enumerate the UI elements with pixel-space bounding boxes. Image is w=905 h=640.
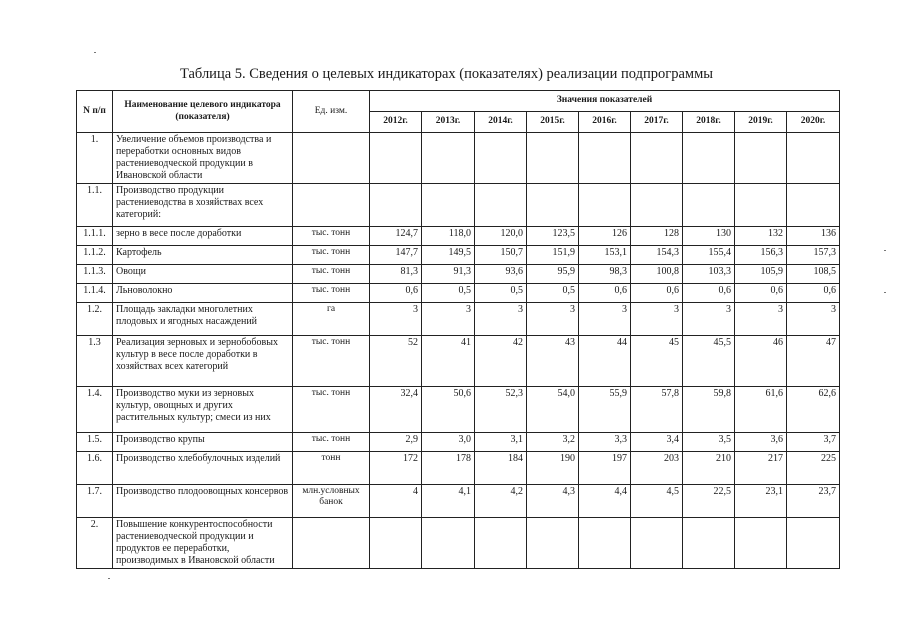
header-num: N п/п	[77, 91, 113, 133]
value-cell: 0,5	[422, 284, 475, 303]
value-cell	[422, 133, 475, 184]
value-cell: 45	[631, 336, 683, 387]
value-cell: 132	[735, 227, 787, 246]
value-cell	[579, 133, 631, 184]
value-cell: 172	[370, 452, 422, 485]
value-cell	[631, 184, 683, 227]
value-cell: 156,3	[735, 246, 787, 265]
value-cell: 54,0	[527, 387, 579, 433]
row-number: 1.	[77, 133, 113, 184]
header-values-group: Значения показателей	[370, 91, 840, 112]
unit-cell: тыс. тонн	[293, 284, 370, 303]
scan-speck	[884, 292, 886, 293]
value-cell	[735, 133, 787, 184]
indicator-name: Производство крупы	[113, 433, 293, 452]
value-cell: 81,3	[370, 265, 422, 284]
value-cell: 3	[735, 303, 787, 336]
indicator-name: Площадь закладки многолетних плодовых и ягодных насаждений	[113, 303, 293, 336]
row-number: 1.4.	[77, 387, 113, 433]
value-cell: 149,5	[422, 246, 475, 265]
table-row	[77, 246, 840, 265]
header-year: 2020г.	[787, 112, 840, 133]
table-title: Таблица 5. Сведения о целевых индикаторах (показателях) реализации подпрограммы	[180, 66, 713, 82]
value-cell	[787, 184, 840, 227]
value-cell: 47	[787, 336, 840, 387]
header-year: 2017г.	[631, 112, 683, 133]
value-cell: 217	[735, 452, 787, 485]
table-row	[77, 265, 840, 284]
header-year: 2013г.	[422, 112, 475, 133]
value-cell: 105,9	[735, 265, 787, 284]
value-cell: 3,0	[422, 433, 475, 452]
value-cell: 128	[631, 227, 683, 246]
row-number: 1.1.3.	[77, 265, 113, 284]
value-cell: 93,6	[475, 265, 527, 284]
value-cell: 225	[787, 452, 840, 485]
unit-cell	[293, 133, 370, 184]
value-cell: 3,7	[787, 433, 840, 452]
value-cell	[579, 184, 631, 227]
value-cell: 45,5	[683, 336, 735, 387]
value-cell: 0,5	[475, 284, 527, 303]
row-number: 1.5.	[77, 433, 113, 452]
table-row	[77, 452, 840, 485]
value-cell: 4,3	[527, 485, 579, 518]
value-cell: 120,0	[475, 227, 527, 246]
value-cell: 197	[579, 452, 631, 485]
row-number: 1.2.	[77, 303, 113, 336]
value-cell: 2,9	[370, 433, 422, 452]
value-cell: 62,6	[787, 387, 840, 433]
scan-speck	[108, 578, 110, 579]
value-cell: 151,9	[527, 246, 579, 265]
value-cell	[527, 133, 579, 184]
value-cell: 42	[475, 336, 527, 387]
value-cell: 108,5	[787, 265, 840, 284]
value-cell: 124,7	[370, 227, 422, 246]
value-cell: 44	[579, 336, 631, 387]
value-cell: 22,5	[683, 485, 735, 518]
value-cell: 0,6	[735, 284, 787, 303]
table-row	[77, 433, 840, 452]
value-cell	[527, 184, 579, 227]
value-cell: 4,5	[631, 485, 683, 518]
unit-cell: млн.условных банок	[293, 485, 370, 518]
value-cell	[787, 518, 840, 569]
value-cell: 46	[735, 336, 787, 387]
row-number: 1.1.	[77, 184, 113, 227]
table-row	[77, 303, 840, 336]
value-cell: 3	[422, 303, 475, 336]
value-cell: 41	[422, 336, 475, 387]
value-cell: 130	[683, 227, 735, 246]
scan-speck	[884, 250, 886, 251]
unit-cell: тыс. тонн	[293, 227, 370, 246]
value-cell: 52,3	[475, 387, 527, 433]
table-row	[77, 387, 840, 433]
unit-cell: га	[293, 303, 370, 336]
row-number: 1.7.	[77, 485, 113, 518]
value-cell: 95,9	[527, 265, 579, 284]
row-number: 1.1.2.	[77, 246, 113, 265]
unit-cell	[293, 184, 370, 227]
value-cell: 32,4	[370, 387, 422, 433]
table-row	[77, 485, 840, 518]
value-cell: 157,3	[787, 246, 840, 265]
value-cell	[370, 184, 422, 227]
value-cell	[683, 133, 735, 184]
value-cell: 0,6	[683, 284, 735, 303]
indicator-name: Производство плодоовощных консервов	[113, 485, 293, 518]
indicator-name: Картофель	[113, 246, 293, 265]
table-row	[77, 184, 840, 227]
value-cell: 52	[370, 336, 422, 387]
value-cell	[735, 518, 787, 569]
header-year: 2016г.	[579, 112, 631, 133]
header-year: 2019г.	[735, 112, 787, 133]
header-year: 2018г.	[683, 112, 735, 133]
value-cell: 0,6	[787, 284, 840, 303]
indicator-name: Реализация зерновых и зернобобовых культур в весе после доработки в хозяйствах всех категорий	[113, 336, 293, 387]
indicator-name: Увеличение объемов производства и переработки основных видов растениеводческой продукции в Ивановской области	[113, 133, 293, 184]
value-cell: 3,5	[683, 433, 735, 452]
header-name: Наименование целевого индикатора (показателя)	[113, 91, 293, 133]
value-cell: 153,1	[579, 246, 631, 265]
value-cell: 61,6	[735, 387, 787, 433]
value-cell: 3,4	[631, 433, 683, 452]
value-cell	[370, 133, 422, 184]
value-cell: 3,3	[579, 433, 631, 452]
value-cell: 4,1	[422, 485, 475, 518]
value-cell: 147,7	[370, 246, 422, 265]
table-row	[77, 133, 840, 184]
scan-speck	[94, 52, 96, 53]
value-cell: 3,2	[527, 433, 579, 452]
value-cell: 203	[631, 452, 683, 485]
value-cell: 57,8	[631, 387, 683, 433]
row-number: 1.6.	[77, 452, 113, 485]
value-cell: 55,9	[579, 387, 631, 433]
value-cell: 136	[787, 227, 840, 246]
row-number: 2.	[77, 518, 113, 569]
indicator-name: Овощи	[113, 265, 293, 284]
value-cell: 0,6	[631, 284, 683, 303]
value-cell: 23,1	[735, 485, 787, 518]
indicator-name: Повышение конкурентоспособности растениеводческой продукции и продуктов ее переработки, производимых в Ивановской области	[113, 518, 293, 569]
indicator-name: Производство продукции растениеводства в хозяйствах всех категорий:	[113, 184, 293, 227]
value-cell: 190	[527, 452, 579, 485]
value-cell: 4,2	[475, 485, 527, 518]
unit-cell: тыс. тонн	[293, 265, 370, 284]
value-cell	[683, 184, 735, 227]
indicator-name: Производство муки из зерновых культур, овощных и других растительных культур; смеси из них	[113, 387, 293, 433]
value-cell	[422, 518, 475, 569]
value-cell: 0,6	[579, 284, 631, 303]
unit-cell: тыс. тонн	[293, 246, 370, 265]
value-cell	[787, 133, 840, 184]
row-number: 1.3	[77, 336, 113, 387]
value-cell: 178	[422, 452, 475, 485]
header-year: 2012г.	[370, 112, 422, 133]
header-year: 2014г.	[475, 112, 527, 133]
value-cell: 23,7	[787, 485, 840, 518]
value-cell: 150,7	[475, 246, 527, 265]
table-row	[77, 227, 840, 246]
unit-cell: тыс. тонн	[293, 387, 370, 433]
value-cell: 3	[787, 303, 840, 336]
value-cell: 210	[683, 452, 735, 485]
value-cell: 3,1	[475, 433, 527, 452]
value-cell: 3	[370, 303, 422, 336]
value-cell	[631, 518, 683, 569]
value-cell: 3	[475, 303, 527, 336]
value-cell	[735, 184, 787, 227]
value-cell	[527, 518, 579, 569]
indicator-name: зерно в весе после доработки	[113, 227, 293, 246]
value-cell: 118,0	[422, 227, 475, 246]
row-number: 1.1.4.	[77, 284, 113, 303]
indicators-table	[76, 90, 840, 569]
value-cell	[370, 518, 422, 569]
value-cell: 3,6	[735, 433, 787, 452]
value-cell: 4,4	[579, 485, 631, 518]
value-cell: 3	[631, 303, 683, 336]
value-cell: 50,6	[422, 387, 475, 433]
value-cell: 0,6	[370, 284, 422, 303]
value-cell: 154,3	[631, 246, 683, 265]
value-cell: 100,8	[631, 265, 683, 284]
unit-cell: тонн	[293, 452, 370, 485]
value-cell: 3	[683, 303, 735, 336]
value-cell	[475, 184, 527, 227]
value-cell	[683, 518, 735, 569]
value-cell	[631, 133, 683, 184]
unit-cell	[293, 518, 370, 569]
indicator-name: Льноволокно	[113, 284, 293, 303]
value-cell: 126	[579, 227, 631, 246]
value-cell	[579, 518, 631, 569]
unit-cell: тыс. тонн	[293, 433, 370, 452]
value-cell	[422, 184, 475, 227]
value-cell: 59,8	[683, 387, 735, 433]
value-cell: 43	[527, 336, 579, 387]
value-cell: 155,4	[683, 246, 735, 265]
value-cell: 98,3	[579, 265, 631, 284]
row-number: 1.1.1.	[77, 227, 113, 246]
value-cell: 184	[475, 452, 527, 485]
indicator-name: Производство хлебобулочных изделий	[113, 452, 293, 485]
header-unit: Ед. изм.	[293, 91, 370, 133]
header-year: 2015г.	[527, 112, 579, 133]
value-cell: 4	[370, 485, 422, 518]
value-cell: 3	[579, 303, 631, 336]
value-cell	[475, 133, 527, 184]
table-row	[77, 518, 840, 569]
value-cell: 0,5	[527, 284, 579, 303]
table-row	[77, 284, 840, 303]
unit-cell: тыс. тонн	[293, 336, 370, 387]
value-cell: 103,3	[683, 265, 735, 284]
value-cell	[475, 518, 527, 569]
table-row	[77, 336, 840, 387]
value-cell: 91,3	[422, 265, 475, 284]
value-cell: 123,5	[527, 227, 579, 246]
value-cell: 3	[527, 303, 579, 336]
